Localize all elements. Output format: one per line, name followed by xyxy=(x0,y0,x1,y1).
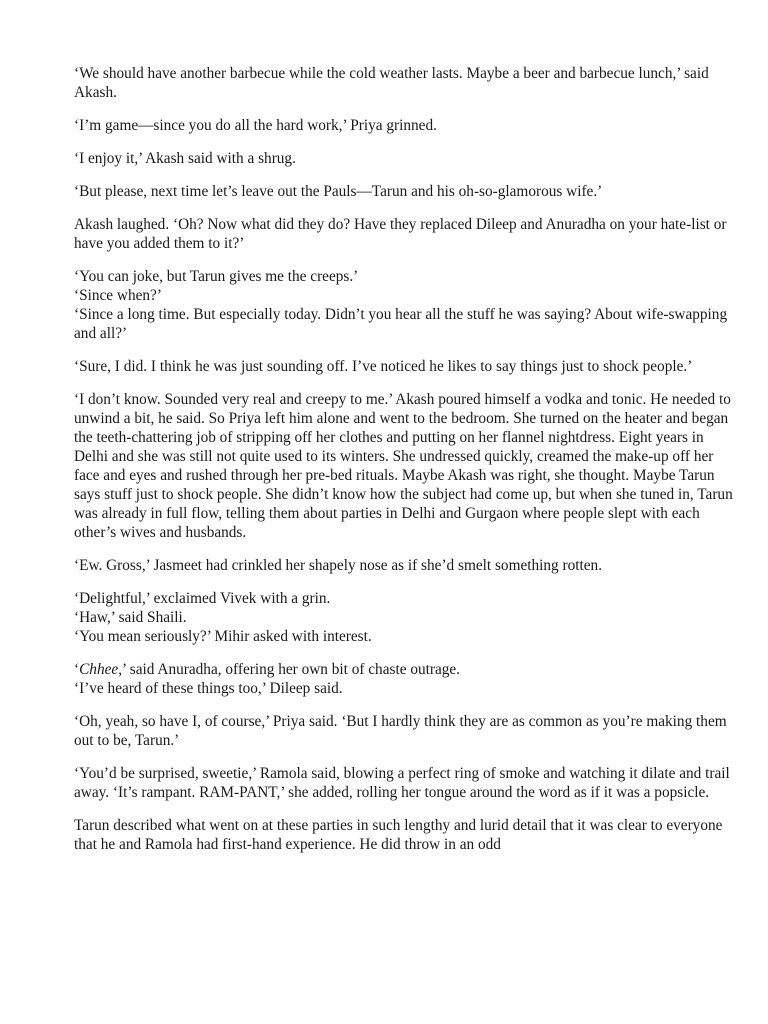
paragraph xyxy=(74,764,734,802)
paragraph xyxy=(74,816,734,854)
paragraph-line: ‘You can joke, but Tarun gives me the creeps.’ xyxy=(74,268,359,285)
paragraph xyxy=(74,116,734,135)
paragraph-line: ‘You’d be surprised, sweetie,’ Ramola said, blowing a perfect ring of smoke and watching it dilate and trail away. ‘It’s rampant. RAM-PANT,’ she added, rolling her tongue around the word as if it was a popsicle. xyxy=(74,765,730,801)
paragraph xyxy=(74,357,734,376)
paragraph-line: ‘I’m game—since you do all the hard work,’ Priya grinned. xyxy=(74,117,437,134)
paragraph xyxy=(74,589,734,646)
paragraph-line: ‘Oh, yeah, so have I, of course,’ Priya said. ‘But I hardly think they are as common as you’re making them out to be, Tarun.’ xyxy=(74,713,727,749)
paragraph xyxy=(74,149,734,168)
paragraph-chhee xyxy=(74,660,734,698)
paragraph-line: Akash laughed. ‘Oh? Now what did they do? Have they replaced Dileep and Anuradha on your hate-list or have you added them to it?’ xyxy=(74,216,727,252)
line-rest: ,’ said Anuradha, offering her own bit of chaste outrage. xyxy=(118,661,461,678)
paragraphs-before xyxy=(74,64,734,646)
document-page xyxy=(74,64,734,868)
paragraph-line: ‘Sure, I did. I think he was just sounding off. I’ve noticed he likes to say things just to shock people.’ xyxy=(74,358,693,375)
paragraph-line: ‘I enjoy it,’ Akash said with a shrug. xyxy=(74,150,296,167)
paragraph-line: Tarun described what went on at these parties in such lengthy and lurid detail that it was clear to everyone that he and Ramola had first-hand experience. He did throw in an odd xyxy=(74,817,723,853)
paragraph xyxy=(74,267,734,343)
paragraph-line: ‘Ew. Gross,’ Jasmeet had crinkled her shapely nose as if she’d smelt something rotten. xyxy=(74,557,603,574)
italic-word: Chhee xyxy=(79,661,119,678)
paragraph xyxy=(74,182,734,201)
paragraph-line: ‘I’ve heard of these things too,’ Dileep said. xyxy=(74,680,343,697)
paragraph-line: ‘Haw,’ said Shaili. xyxy=(74,609,187,626)
paragraph xyxy=(74,390,734,542)
paragraph-line: ‘I don’t know. Sounded very real and creepy to me.’ Akash poured himself a vodka and tonic. He needed to unwind a bit, he said. So Priya left him alone and went to the bedroom. She turned on the heater and began the teeth-chattering job of stripping off her clothes and putting on her flannel nightdress. Eight years in Delhi and she was still not quite used to its winters. She undressed quickly, creamed the make-up off her face and eyes and rushed through her pre-bed rituals. Maybe Akash was right, she thought. Maybe Tarun says stuff just to shock people. She didn’t know how the subject had come up, but when she tuned in, Tarun was already in full flow, telling them about parties in Delhi and Gurgaon where people slept with each other’s wives and husbands. xyxy=(74,391,733,541)
paragraph-line: ‘Delightful,’ exclaimed Vivek with a grin. xyxy=(74,590,331,607)
paragraph-line: ‘Since when?’ xyxy=(74,287,162,304)
paragraph-line: ‘But please, next time let’s leave out the Pauls—Tarun and his oh-so-glamorous wife.’ xyxy=(74,183,603,200)
paragraph xyxy=(74,712,734,750)
paragraph xyxy=(74,64,734,102)
paragraph-line xyxy=(74,660,734,679)
open-quote: ‘ xyxy=(74,661,80,678)
paragraphs-after xyxy=(74,712,734,854)
paragraph-line: ‘Since a long time. But especially today. Didn’t you hear all the stuff he was saying? About wife-swapping and all?’ xyxy=(74,306,728,342)
paragraph-line: ‘We should have another barbecue while the cold weather lasts. Maybe a beer and barbecue lunch,’ said Akash. xyxy=(74,65,709,101)
paragraph xyxy=(74,556,734,575)
paragraph-line: ‘You mean seriously?’ Mihir asked with interest. xyxy=(74,628,372,645)
paragraph xyxy=(74,215,734,253)
